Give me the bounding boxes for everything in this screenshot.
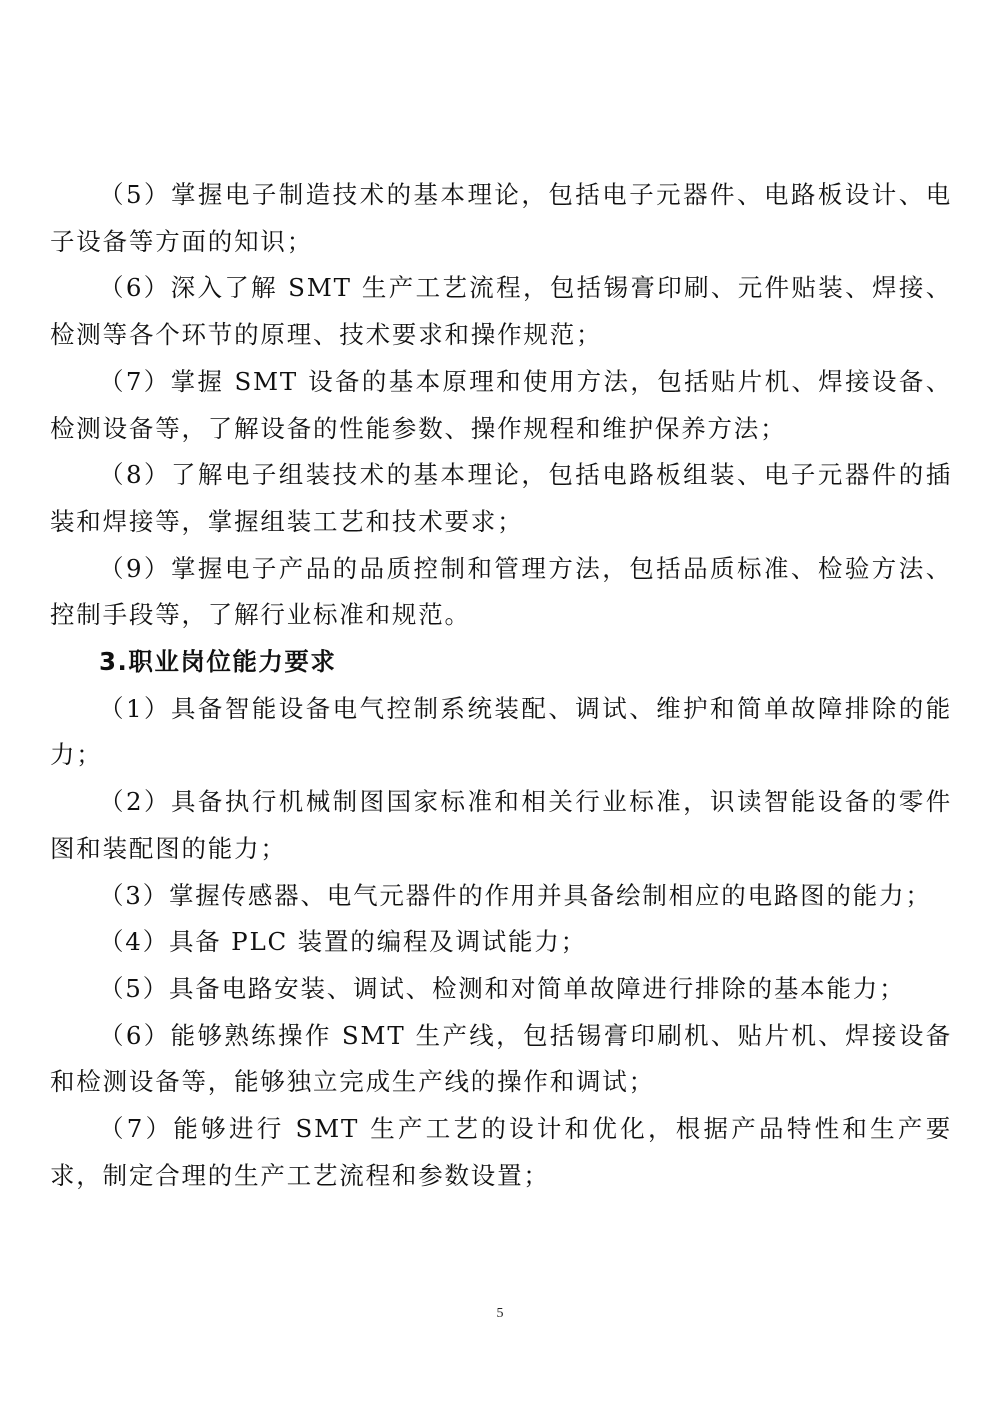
ability-item-5: （5）具备电路安装、调试、检测和对简单故障进行排除的基本能力； (99, 973, 906, 1003)
knowledge-item-7: （7）掌握 SMT 设备的基本原理和使用方法，包括贴片机、焊接设备、检测设备等，了解设备的性能参数、操作规程和维护保养方法； (50, 366, 952, 443)
ability-item-4: （4）具备 PLC 装置的编程及调试能力； (99, 927, 587, 957)
document-body (50, 172, 952, 1199)
ability-item-1: （1）具备智能设备电气控制系统装配、调试、维护和简单故障排除的能力； (50, 693, 952, 770)
ability-item-6: （6）能够熟练操作 SMT 生产线，包括锡膏印刷机、贴片机、焊接设备和检测设备等，能够独立完成生产线的操作和调试； (50, 1020, 952, 1097)
ability-item-3: （3）掌握传感器、电气元器件的作用并具备绘制相应的电路图的能力； (99, 880, 932, 910)
ability-item-2: （2）具备执行机械制图国家标准和相关行业标准，识读智能设备的零件图和装配图的能力； (50, 787, 952, 863)
page-number: 5 (496, 1306, 504, 1321)
knowledge-item-9: （9）掌握电子产品的品质控制和管理方法，包括品质标准、检验方法、控制手段等，了解行业标准和规范。 (50, 553, 952, 630)
knowledge-item-6: （6）深入了解 SMT 生产工艺流程，包括锡膏印刷、元件贴装、焊接、检测等各个环节的原理、技术要求和操作规范； (50, 273, 952, 350)
knowledge-item-5: （5）掌握电子制造技术的基本理论，包括电子元器件、电路板设计、电子设备等方面的知识； (50, 180, 952, 256)
knowledge-item-8: （8）了解电子组装技术的基本理论，包括电路板组装、电子元器件的插装和焊接等，掌握组装工艺和技术要求； (50, 460, 952, 536)
section-heading: 3.职业岗位能力要求 (99, 647, 337, 677)
ability-item-7: （7）能够进行 SMT 生产工艺的设计和优化，根据产品特性和生产要求，制定合理的生产工艺流程和参数设置； (50, 1114, 952, 1190)
